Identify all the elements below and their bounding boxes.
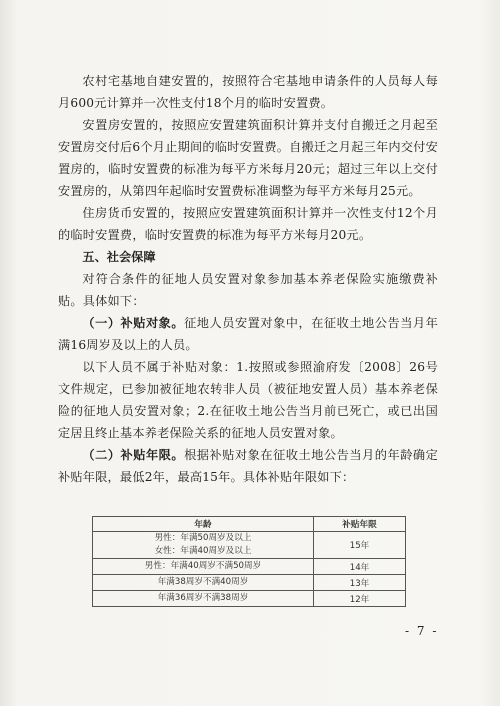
age-cell: 年满36周岁不满38周岁 bbox=[93, 591, 314, 607]
age-cell bbox=[93, 532, 314, 559]
years-cell: 13年 bbox=[314, 575, 406, 591]
table-row bbox=[93, 559, 406, 575]
years-cell: 15年 bbox=[314, 532, 406, 559]
paragraph-resettlement-housing: 安置房安置的，按照应安置建筑面积计算并支付自搬迁之月起至安置房交付后6个月止期间的临时安置费。自搬迁之月起三年内交付安置房的，临时安置费的标准为每平方米每月20元；超过三年以上交付安置房的，从第四年起临时安置费标准调整为每平方米每月25元。 bbox=[58, 118, 438, 198]
paragraph-monetary-resettlement: 住房货币安置的，按照应安置建筑面积计算并一次性支付12个月的临时安置费，临时安置费的标准为每平方米每月20元。 bbox=[58, 206, 438, 242]
subsection-label-target: （一）补贴对象。 bbox=[82, 316, 185, 330]
paragraph-subsidy-years bbox=[58, 444, 438, 488]
table-header-row bbox=[93, 517, 406, 532]
paragraph-subsidy-target bbox=[58, 312, 438, 356]
table-row bbox=[93, 575, 406, 591]
paragraph-rural-homestead: 农村宅基地自建安置的，按照符合宅基地申请条件的人员每人每月600元计算并一次性支付18个月的临时安置费。 bbox=[58, 74, 438, 110]
document-body bbox=[58, 70, 438, 488]
section-heading-social-security: 五、社会保障 bbox=[82, 250, 156, 264]
table-row bbox=[93, 591, 406, 607]
age-line: 男性：年满50周岁及以上 bbox=[154, 533, 252, 543]
column-header-years: 补贴年限 bbox=[314, 517, 406, 532]
age-line: 女性：年满40周岁及以上 bbox=[154, 546, 252, 556]
subsidy-years-table bbox=[92, 516, 406, 607]
page-number: - 7 - bbox=[405, 624, 439, 638]
subsection-label-years: （二）补贴年限。 bbox=[82, 448, 185, 462]
column-header-age: 年龄 bbox=[93, 517, 314, 532]
subsection-text-target: 征地人员安置对象中，在征收土地公告当月年满16周岁及以上的人员。 bbox=[58, 316, 439, 352]
table-row bbox=[93, 532, 406, 559]
subsection-text-years: 根据补贴对象在征收土地公告当月的年龄确定补贴年限，最低2年，最高15年。具体补贴年限如下： bbox=[58, 448, 439, 484]
age-cell: 年满38周岁不满40周岁 bbox=[93, 575, 314, 591]
years-cell: 14年 bbox=[314, 559, 406, 575]
years-cell: 12年 bbox=[314, 591, 406, 607]
paragraph-pension-subsidy-intro: 对符合条件的征地人员安置对象参加基本养老保险实施缴费补贴。具体如下： bbox=[58, 272, 438, 308]
age-cell: 男性：年满40周岁不满50周岁 bbox=[93, 559, 314, 575]
paragraph-exclusions: 以下人员不属于补贴对象：1.按照或参照渝府发〔2008〕26号文件规定，已参加被征地农转非人员（被征地安置人员）基本养老保险的征地人员安置对象；2.在征收土地公告当月前已死亡，或已出国定居且终止基本养老保险关系的征地人员安置对象。 bbox=[58, 360, 438, 440]
